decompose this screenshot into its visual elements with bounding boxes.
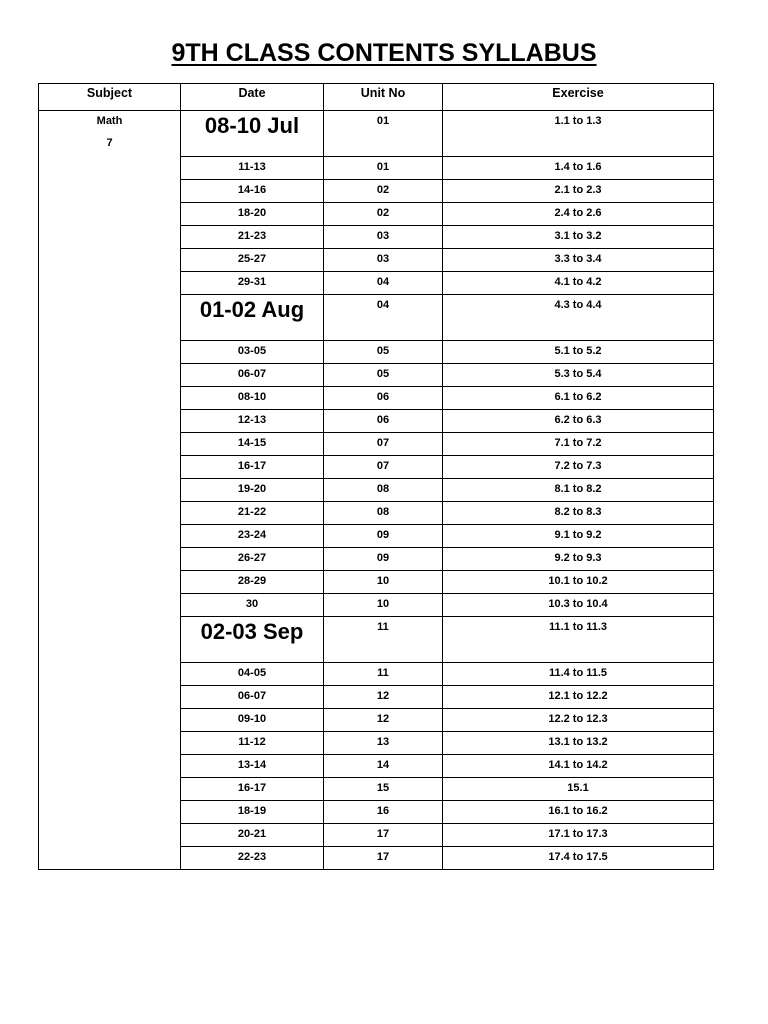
date-cell: 06-07 bbox=[181, 686, 324, 709]
exercise-cell: 12.2 to 12.3 bbox=[443, 709, 714, 732]
exercise-cell: 9.1 to 9.2 bbox=[443, 525, 714, 548]
date-cell: 09-10 bbox=[181, 709, 324, 732]
unit-cell: 05 bbox=[324, 364, 443, 387]
unit-cell: 08 bbox=[324, 479, 443, 502]
unit-cell: 13 bbox=[324, 732, 443, 755]
unit-cell: 16 bbox=[324, 801, 443, 824]
exercise-cell: 10.3 to 10.4 bbox=[443, 594, 714, 617]
table-row bbox=[39, 111, 714, 157]
unit-cell: 10 bbox=[324, 571, 443, 594]
unit-cell: 02 bbox=[324, 180, 443, 203]
exercise-cell: 3.3 to 3.4 bbox=[443, 249, 714, 272]
unit-cell: 15 bbox=[324, 778, 443, 801]
date-cell: 06-07 bbox=[181, 364, 324, 387]
exercise-cell: 1.1 to 1.3 bbox=[443, 111, 714, 157]
exercise-cell: 8.1 to 8.2 bbox=[443, 479, 714, 502]
exercise-cell: 4.3 to 4.4 bbox=[443, 295, 714, 341]
unit-cell: 09 bbox=[324, 525, 443, 548]
exercise-cell: 10.1 to 10.2 bbox=[443, 571, 714, 594]
date-cell: 02-03 Sep bbox=[181, 617, 324, 663]
date-cell: 18-19 bbox=[181, 801, 324, 824]
unit-cell: 02 bbox=[324, 203, 443, 226]
unit-cell: 06 bbox=[324, 387, 443, 410]
unit-cell: 12 bbox=[324, 686, 443, 709]
date-cell: 23-24 bbox=[181, 525, 324, 548]
date-cell: 08-10 Jul bbox=[181, 111, 324, 157]
date-cell: 03-05 bbox=[181, 341, 324, 364]
date-cell: 20-21 bbox=[181, 824, 324, 847]
subject-name: Math bbox=[96, 115, 123, 127]
unit-cell: 10 bbox=[324, 594, 443, 617]
date-cell: 19-20 bbox=[181, 479, 324, 502]
exercise-cell: 17.1 to 17.3 bbox=[443, 824, 714, 847]
header-unit-no: Unit No bbox=[324, 84, 443, 111]
unit-cell: 14 bbox=[324, 755, 443, 778]
unit-cell: 01 bbox=[324, 157, 443, 180]
date-cell: 12-13 bbox=[181, 410, 324, 433]
date-cell: 04-05 bbox=[181, 663, 324, 686]
date-cell: 16-17 bbox=[181, 456, 324, 479]
exercise-cell: 7.1 to 7.2 bbox=[443, 433, 714, 456]
unit-cell: 11 bbox=[324, 617, 443, 663]
date-cell: 18-20 bbox=[181, 203, 324, 226]
page-title bbox=[0, 36, 768, 70]
exercise-cell: 7.2 to 7.3 bbox=[443, 456, 714, 479]
date-cell: 28-29 bbox=[181, 571, 324, 594]
unit-cell: 04 bbox=[324, 272, 443, 295]
header-date: Date bbox=[181, 84, 324, 111]
unit-cell: 17 bbox=[324, 847, 443, 870]
syllabus-table bbox=[38, 83, 714, 870]
date-cell: 11-12 bbox=[181, 732, 324, 755]
unit-cell: 03 bbox=[324, 226, 443, 249]
syllabus-table-body bbox=[39, 111, 714, 870]
date-cell: 16-17 bbox=[181, 778, 324, 801]
date-cell: 21-23 bbox=[181, 226, 324, 249]
exercise-cell: 1.4 to 1.6 bbox=[443, 157, 714, 180]
exercise-cell: 8.2 to 8.3 bbox=[443, 502, 714, 525]
date-cell: 13-14 bbox=[181, 755, 324, 778]
unit-cell: 09 bbox=[324, 548, 443, 571]
unit-cell: 11 bbox=[324, 663, 443, 686]
unit-cell: 17 bbox=[324, 824, 443, 847]
exercise-cell: 13.1 to 13.2 bbox=[443, 732, 714, 755]
date-cell: 22-23 bbox=[181, 847, 324, 870]
exercise-cell: 2.4 to 2.6 bbox=[443, 203, 714, 226]
exercise-cell: 15.1 bbox=[443, 778, 714, 801]
date-cell: 14-15 bbox=[181, 433, 324, 456]
unit-cell: 05 bbox=[324, 341, 443, 364]
exercise-cell: 4.1 to 4.2 bbox=[443, 272, 714, 295]
exercise-cell: 14.1 to 14.2 bbox=[443, 755, 714, 778]
unit-cell: 04 bbox=[324, 295, 443, 341]
unit-cell: 07 bbox=[324, 456, 443, 479]
exercise-cell: 5.1 to 5.2 bbox=[443, 341, 714, 364]
exercise-cell: 9.2 to 9.3 bbox=[443, 548, 714, 571]
exercise-cell: 12.1 to 12.2 bbox=[443, 686, 714, 709]
unit-cell: 03 bbox=[324, 249, 443, 272]
unit-cell: 08 bbox=[324, 502, 443, 525]
date-cell: 25-27 bbox=[181, 249, 324, 272]
unit-cell: 06 bbox=[324, 410, 443, 433]
unit-cell: 01 bbox=[324, 111, 443, 157]
date-cell: 30 bbox=[181, 594, 324, 617]
unit-cell: 12 bbox=[324, 709, 443, 732]
date-cell: 14-16 bbox=[181, 180, 324, 203]
subject-cell bbox=[39, 111, 181, 870]
exercise-cell: 17.4 to 17.5 bbox=[443, 847, 714, 870]
date-cell: 26-27 bbox=[181, 548, 324, 571]
exercise-cell: 11.4 to 11.5 bbox=[443, 663, 714, 686]
date-cell: 08-10 bbox=[181, 387, 324, 410]
exercise-cell: 11.1 to 11.3 bbox=[443, 617, 714, 663]
exercise-cell: 6.2 to 6.3 bbox=[443, 410, 714, 433]
page-title-text: 9TH CLASS CONTENTS SYLLABUS bbox=[171, 39, 597, 67]
exercise-cell: 16.1 to 16.2 bbox=[443, 801, 714, 824]
date-cell: 01-02 Aug bbox=[181, 295, 324, 341]
exercise-cell: 5.3 to 5.4 bbox=[443, 364, 714, 387]
exercise-cell: 6.1 to 6.2 bbox=[443, 387, 714, 410]
date-cell: 11-13 bbox=[181, 157, 324, 180]
subject-code: 7 bbox=[106, 137, 113, 149]
unit-cell: 07 bbox=[324, 433, 443, 456]
date-cell: 29-31 bbox=[181, 272, 324, 295]
exercise-cell: 2.1 to 2.3 bbox=[443, 180, 714, 203]
table-header-row bbox=[39, 84, 714, 111]
date-cell: 21-22 bbox=[181, 502, 324, 525]
exercise-cell: 3.1 to 3.2 bbox=[443, 226, 714, 249]
header-subject: Subject bbox=[39, 84, 181, 111]
header-exercise: Exercise bbox=[443, 84, 714, 111]
